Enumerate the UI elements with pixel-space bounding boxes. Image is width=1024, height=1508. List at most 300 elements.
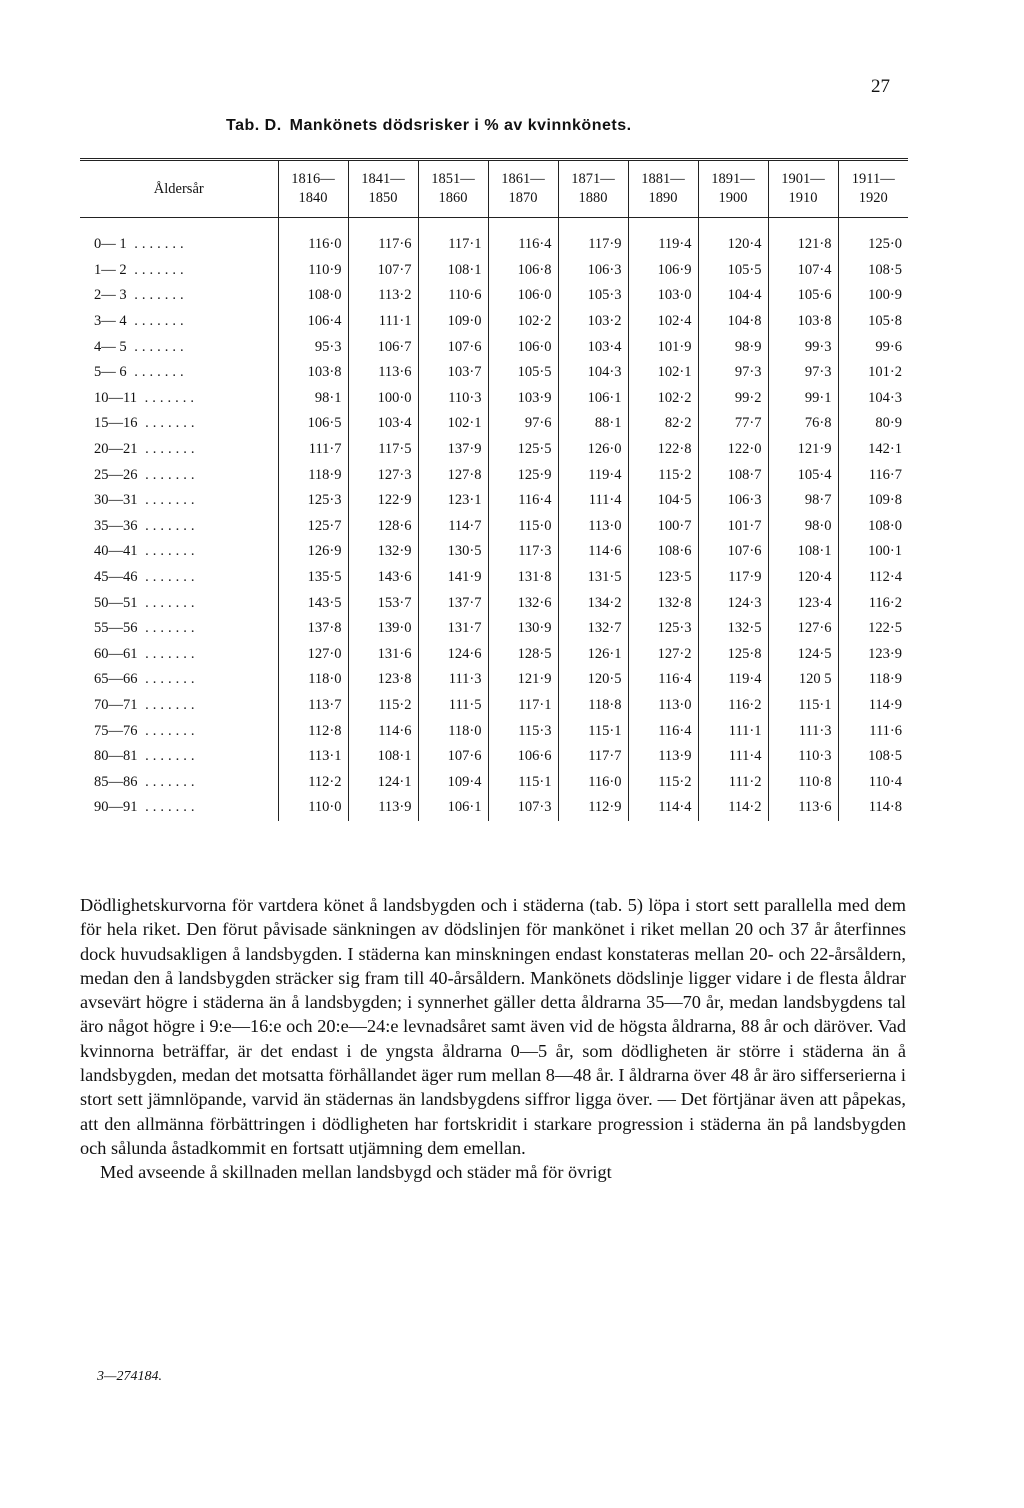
value-cell: 114·7 <box>418 514 488 540</box>
value-cell: 125·3 <box>628 616 698 642</box>
value-cell: 143·6 <box>348 565 418 591</box>
value-cell: 120 5 <box>768 667 838 693</box>
value-cell: 114·6 <box>348 718 418 744</box>
age-cell <box>80 667 278 693</box>
period-header <box>488 160 558 218</box>
value-cell: 103·7 <box>418 360 488 386</box>
table-row <box>80 386 908 412</box>
leader-dots: ....... <box>137 517 199 534</box>
table-title <box>226 117 632 135</box>
value-cell: 122·9 <box>348 488 418 514</box>
value-cell: 113·0 <box>558 514 628 540</box>
table-label: Tab. D. <box>226 117 282 134</box>
leader-dots: ....... <box>137 594 199 611</box>
leader-dots: ....... <box>137 696 199 713</box>
value-cell: 125·0 <box>838 232 908 258</box>
value-cell: 112·8 <box>278 718 348 744</box>
value-cell: 123·8 <box>348 667 418 693</box>
period-header <box>628 160 698 218</box>
value-cell: 125·9 <box>488 462 558 488</box>
value-cell: 113·7 <box>278 693 348 719</box>
value-cell: 137·7 <box>418 590 488 616</box>
value-cell: 111·5 <box>418 693 488 719</box>
value-cell: 102·1 <box>418 411 488 437</box>
value-cell: 113·6 <box>348 360 418 386</box>
table-header-row <box>80 160 908 218</box>
value-cell: 104·5 <box>628 488 698 514</box>
period-start: 1901— <box>781 171 825 187</box>
value-cell: 106·3 <box>698 488 768 514</box>
value-cell: 124·1 <box>348 769 418 795</box>
value-cell: 131·5 <box>558 565 628 591</box>
value-cell: 119·4 <box>558 462 628 488</box>
table-row <box>80 744 908 770</box>
table-row <box>80 667 908 693</box>
value-cell: 114·4 <box>628 795 698 821</box>
value-cell: 113·2 <box>348 283 418 309</box>
value-cell: 100·7 <box>628 514 698 540</box>
value-cell: 126·9 <box>278 539 348 565</box>
value-cell: 110·8 <box>768 769 838 795</box>
value-cell: 132·9 <box>348 539 418 565</box>
value-cell: 132·7 <box>558 616 628 642</box>
value-cell: 108·6 <box>628 539 698 565</box>
leader-dots: ....... <box>126 287 188 304</box>
age-cell <box>80 462 278 488</box>
value-cell: 116·4 <box>488 488 558 514</box>
value-cell: 103·9 <box>488 386 558 412</box>
value-cell: 125·5 <box>488 437 558 463</box>
age-label: 50—51 <box>94 594 138 611</box>
age-label: 10—11 <box>94 389 137 406</box>
period-start: 1861— <box>501 171 545 187</box>
leader-dots: ....... <box>137 773 199 790</box>
leader-dots: ....... <box>126 261 188 278</box>
print-code: 3—274184. <box>97 1369 162 1384</box>
table-row <box>80 232 908 258</box>
age-cell <box>80 283 278 309</box>
table-row <box>80 514 908 540</box>
value-cell: 100·9 <box>838 283 908 309</box>
value-cell: 106·9 <box>628 258 698 284</box>
age-cell <box>80 514 278 540</box>
period-end: 1910 <box>788 190 818 206</box>
value-cell: 118·0 <box>278 667 348 693</box>
table-row <box>80 309 908 335</box>
value-cell: 88·1 <box>558 411 628 437</box>
value-cell: 124·6 <box>418 642 488 668</box>
value-cell: 142·1 <box>838 437 908 463</box>
age-cell <box>80 718 278 744</box>
table-row <box>80 565 908 591</box>
value-cell: 103·4 <box>348 411 418 437</box>
value-cell: 108·0 <box>838 514 908 540</box>
value-cell: 132·5 <box>698 616 768 642</box>
value-cell: 127·8 <box>418 462 488 488</box>
value-cell: 110·4 <box>838 769 908 795</box>
value-cell: 107·6 <box>698 539 768 565</box>
paragraph: Dödlighetskurvorna för vartdera könet å landsbygden och i städerna (tab. 5) löpa i stort sett parallella med dem för hela riket. Den förut påvisade sänkningen av dödslinjen för mankönet i riket mellan 20 och 37 år återfinnes dock huvudsakligen å landsbygden. I städerna kan minskningen endast konstateras mellan 20- och 22-årsåldern, medan den å landsbygden sträcker sig fram till 40-årsåldern. Mankönets dödslinje ligger vidare i de flesta åldrar avsevärt högre i städerna än å landsbygden; i synnerhet gäller detta åldrarna 35—70 år, medan landsbygdens tal äro något högre i 9:e—16:e och 20:e—24:e levnadsåret samt även vid de högsta åldrarna, 88 år och däröver. Vad kvinnorna beträffar, är det endast i de yngsta åldrarna 0—5 år, som dödligheten är större i städerna än å landsbygden, medan det motsatta förhållandet äger rum mellan 8—48 år. I åldrarna över 48 år äro sifferserierna i stort sett jämnlöpande, varvid än städernas än landsbygdens siffror ligga över. — Det förtjänar även att påpekas, att den allmänna förbättringen i dödligheten har fortskridit i starkare progression i städerna än på landsbygden och sålunda åstadkommit en fortsatt utjämning dem emellan. <box>80 895 906 1158</box>
value-cell: 107·6 <box>418 744 488 770</box>
age-label: 70—71 <box>94 696 138 713</box>
age-cell <box>80 616 278 642</box>
value-cell: 116·7 <box>838 462 908 488</box>
period-start: 1891— <box>711 171 755 187</box>
value-cell: 123·1 <box>418 488 488 514</box>
value-cell: 111·3 <box>418 667 488 693</box>
value-cell: 112·4 <box>838 565 908 591</box>
value-cell: 77·7 <box>698 411 768 437</box>
table-body <box>80 218 908 821</box>
value-cell: 107·4 <box>768 258 838 284</box>
age-cell <box>80 769 278 795</box>
value-cell: 117·1 <box>418 232 488 258</box>
period-header <box>348 160 418 218</box>
value-cell: 120·5 <box>558 667 628 693</box>
value-cell: 117·9 <box>698 565 768 591</box>
value-cell: 112·2 <box>278 769 348 795</box>
value-cell: 123·5 <box>628 565 698 591</box>
value-cell: 99·6 <box>838 334 908 360</box>
age-label: 75—76 <box>94 722 138 739</box>
age-label: 80—81 <box>94 748 138 765</box>
value-cell: 106·7 <box>348 334 418 360</box>
value-cell: 127·0 <box>278 642 348 668</box>
value-cell: 111·4 <box>698 744 768 770</box>
value-cell: 131·6 <box>348 642 418 668</box>
value-cell: 115·1 <box>488 769 558 795</box>
value-cell: 113·1 <box>278 744 348 770</box>
age-cell <box>80 539 278 565</box>
value-cell: 124·5 <box>768 642 838 668</box>
period-start: 1841— <box>361 171 405 187</box>
age-cell <box>80 437 278 463</box>
table-row <box>80 539 908 565</box>
period-header <box>558 160 628 218</box>
value-cell: 118·9 <box>278 462 348 488</box>
value-cell: 105·4 <box>768 462 838 488</box>
period-header <box>278 160 348 218</box>
value-cell: 101·2 <box>838 360 908 386</box>
leader-dots: ....... <box>137 415 199 432</box>
age-column-header: Åldersår <box>80 160 278 218</box>
value-cell: 110·9 <box>278 258 348 284</box>
value-cell: 103·8 <box>768 309 838 335</box>
value-cell: 97·3 <box>768 360 838 386</box>
value-cell: 131·8 <box>488 565 558 591</box>
value-cell: 132·6 <box>488 590 558 616</box>
leader-dots: ....... <box>137 645 199 662</box>
period-end: 1920 <box>858 190 888 206</box>
table-row <box>80 360 908 386</box>
leader-dots: ....... <box>137 492 199 509</box>
value-cell: 111·3 <box>768 718 838 744</box>
value-cell: 118·8 <box>558 693 628 719</box>
age-label: 1— 2 <box>94 261 127 278</box>
value-cell: 111·7 <box>278 437 348 463</box>
value-cell: 127·3 <box>348 462 418 488</box>
period-header <box>698 160 768 218</box>
table-row <box>80 590 908 616</box>
period-end: 1890 <box>648 190 678 206</box>
value-cell: 115·3 <box>488 718 558 744</box>
age-label: 30—31 <box>94 492 138 509</box>
age-label: 20—21 <box>94 441 138 458</box>
table-row <box>80 795 908 821</box>
value-cell: 125·7 <box>278 514 348 540</box>
value-cell: 130·9 <box>488 616 558 642</box>
leader-dots: ....... <box>126 364 188 381</box>
table-row <box>80 693 908 719</box>
table-spacer-row <box>80 218 908 233</box>
period-end: 1850 <box>368 190 398 206</box>
value-cell: 134·2 <box>558 590 628 616</box>
value-cell: 128·6 <box>348 514 418 540</box>
leader-dots: ....... <box>137 569 199 586</box>
value-cell: 130·5 <box>418 539 488 565</box>
period-start: 1816— <box>291 171 335 187</box>
age-label: 3— 4 <box>94 313 127 330</box>
value-cell: 106·5 <box>278 411 348 437</box>
value-cell: 118·9 <box>838 667 908 693</box>
value-cell: 108·1 <box>418 258 488 284</box>
value-cell: 109·8 <box>838 488 908 514</box>
leader-dots: ....... <box>137 748 199 765</box>
value-cell: 111·1 <box>348 309 418 335</box>
value-cell: 110·0 <box>278 795 348 821</box>
age-cell <box>80 488 278 514</box>
value-cell: 126·0 <box>558 437 628 463</box>
value-cell: 114·6 <box>558 539 628 565</box>
value-cell: 117·7 <box>558 744 628 770</box>
value-cell: 106·1 <box>558 386 628 412</box>
value-cell: 104·3 <box>558 360 628 386</box>
value-cell: 110·6 <box>418 283 488 309</box>
age-cell <box>80 258 278 284</box>
value-cell: 107·6 <box>418 334 488 360</box>
age-cell <box>80 744 278 770</box>
value-cell: 104·3 <box>838 386 908 412</box>
value-cell: 99·2 <box>698 386 768 412</box>
value-cell: 115·2 <box>628 462 698 488</box>
value-cell: 108·1 <box>768 539 838 565</box>
body-text <box>80 893 906 1185</box>
leader-dots: ....... <box>126 313 188 330</box>
period-header <box>838 160 908 218</box>
value-cell: 113·9 <box>348 795 418 821</box>
value-cell: 108·7 <box>698 462 768 488</box>
value-cell: 97·3 <box>698 360 768 386</box>
value-cell: 105·5 <box>698 258 768 284</box>
value-cell: 122·5 <box>838 616 908 642</box>
value-cell: 109·4 <box>418 769 488 795</box>
age-cell <box>80 360 278 386</box>
value-cell: 106·6 <box>488 744 558 770</box>
value-cell: 97·6 <box>488 411 558 437</box>
value-cell: 106·0 <box>488 283 558 309</box>
value-cell: 139·0 <box>348 616 418 642</box>
value-cell: 116·2 <box>698 693 768 719</box>
value-cell: 125·8 <box>698 642 768 668</box>
table-row <box>80 283 908 309</box>
value-cell: 126·1 <box>558 642 628 668</box>
age-label: 25—26 <box>94 466 138 483</box>
period-start: 1881— <box>641 171 685 187</box>
value-cell: 127·6 <box>768 616 838 642</box>
table-row <box>80 718 908 744</box>
value-cell: 106·3 <box>558 258 628 284</box>
value-cell: 115·2 <box>628 769 698 795</box>
value-cell: 106·8 <box>488 258 558 284</box>
value-cell: 124·3 <box>698 590 768 616</box>
table-row <box>80 437 908 463</box>
value-cell: 102·1 <box>628 360 698 386</box>
value-cell: 116·0 <box>278 232 348 258</box>
age-cell <box>80 232 278 258</box>
value-cell: 108·0 <box>278 283 348 309</box>
period-start: 1851— <box>431 171 475 187</box>
value-cell: 116·2 <box>838 590 908 616</box>
value-cell: 121·9 <box>768 437 838 463</box>
value-cell: 105·8 <box>838 309 908 335</box>
age-label: 60—61 <box>94 645 138 662</box>
value-cell: 120·4 <box>768 565 838 591</box>
value-cell: 106·4 <box>278 309 348 335</box>
table-row <box>80 258 908 284</box>
table-row <box>80 462 908 488</box>
leader-dots: ....... <box>137 441 199 458</box>
paragraph: Med avseende å skillnaden mellan landsbygd och städer må för övrigt <box>100 1162 612 1183</box>
age-label: 55—56 <box>94 620 138 637</box>
value-cell: 114·9 <box>838 693 908 719</box>
leader-dots: ....... <box>137 671 199 688</box>
value-cell: 121·8 <box>768 232 838 258</box>
age-label: 40—41 <box>94 543 138 560</box>
age-cell <box>80 309 278 335</box>
value-cell: 116·0 <box>558 769 628 795</box>
value-cell: 105·6 <box>768 283 838 309</box>
table-caption: Mankönets dödsrisker i % av kvinnkönets. <box>289 117 632 134</box>
age-label: 0— 1 <box>94 236 127 253</box>
value-cell: 121·9 <box>488 667 558 693</box>
value-cell: 117·1 <box>488 693 558 719</box>
period-start: 1911— <box>851 171 895 187</box>
value-cell: 100·1 <box>838 539 908 565</box>
leader-dots: ....... <box>137 799 199 816</box>
value-cell: 111·1 <box>698 718 768 744</box>
age-label: 15—16 <box>94 415 138 432</box>
value-cell: 115·1 <box>558 718 628 744</box>
value-cell: 135·5 <box>278 565 348 591</box>
value-cell: 116·4 <box>628 667 698 693</box>
table-row <box>80 411 908 437</box>
age-label: 5— 6 <box>94 364 127 381</box>
value-cell: 104·8 <box>698 309 768 335</box>
value-cell: 105·5 <box>488 360 558 386</box>
value-cell: 123·4 <box>768 590 838 616</box>
age-cell <box>80 590 278 616</box>
table-row <box>80 488 908 514</box>
value-cell: 122·8 <box>628 437 698 463</box>
leader-dots: ....... <box>137 722 199 739</box>
leader-dots: ....... <box>137 466 199 483</box>
value-cell: 120·4 <box>698 232 768 258</box>
value-cell: 112·9 <box>558 795 628 821</box>
value-cell: 137·9 <box>418 437 488 463</box>
value-cell: 132·8 <box>628 590 698 616</box>
value-cell: 153·7 <box>348 590 418 616</box>
value-cell: 107·7 <box>348 258 418 284</box>
value-cell: 99·3 <box>768 334 838 360</box>
value-cell: 82·2 <box>628 411 698 437</box>
value-cell: 110·3 <box>768 744 838 770</box>
value-cell: 119·4 <box>628 232 698 258</box>
age-label: 4— 5 <box>94 338 127 355</box>
value-cell: 117·5 <box>348 437 418 463</box>
value-cell: 95·3 <box>278 334 348 360</box>
value-cell: 115·0 <box>488 514 558 540</box>
value-cell: 111·2 <box>698 769 768 795</box>
period-end: 1900 <box>718 190 748 206</box>
value-cell: 115·1 <box>768 693 838 719</box>
value-cell: 125·3 <box>278 488 348 514</box>
value-cell: 98·9 <box>698 334 768 360</box>
age-cell <box>80 795 278 821</box>
value-cell: 127·2 <box>628 642 698 668</box>
mortality-ratio-table <box>80 158 908 821</box>
value-cell: 103·8 <box>278 360 348 386</box>
value-cell: 98·0 <box>768 514 838 540</box>
value-cell: 108·5 <box>838 744 908 770</box>
value-cell: 113·0 <box>628 693 698 719</box>
value-cell: 98·1 <box>278 386 348 412</box>
value-cell: 103·4 <box>558 334 628 360</box>
leader-dots: ....... <box>126 236 188 253</box>
leader-dots: ....... <box>136 389 198 406</box>
value-cell: 80·9 <box>838 411 908 437</box>
period-end: 1860 <box>438 190 468 206</box>
value-cell: 114·8 <box>838 795 908 821</box>
value-cell: 141·9 <box>418 565 488 591</box>
value-cell: 111·6 <box>838 718 908 744</box>
value-cell: 98·7 <box>768 488 838 514</box>
value-cell: 106·1 <box>418 795 488 821</box>
value-cell: 117·9 <box>558 232 628 258</box>
age-label: 35—36 <box>94 517 138 534</box>
period-start: 1871— <box>571 171 615 187</box>
value-cell: 110·3 <box>418 386 488 412</box>
leader-dots: ....... <box>126 338 188 355</box>
value-cell: 104·4 <box>698 283 768 309</box>
leader-dots: ....... <box>137 543 199 560</box>
value-cell: 103·0 <box>628 283 698 309</box>
value-cell: 122·0 <box>698 437 768 463</box>
age-label: 85—86 <box>94 773 138 790</box>
value-cell: 128·5 <box>488 642 558 668</box>
value-cell: 143·5 <box>278 590 348 616</box>
value-cell: 100·0 <box>348 386 418 412</box>
value-cell: 107·3 <box>488 795 558 821</box>
value-cell: 116·4 <box>488 232 558 258</box>
value-cell: 109·0 <box>418 309 488 335</box>
period-header <box>418 160 488 218</box>
period-end: 1840 <box>298 190 328 206</box>
value-cell: 102·2 <box>628 386 698 412</box>
age-label: 65—66 <box>94 671 138 688</box>
value-cell: 131·7 <box>418 616 488 642</box>
value-cell: 115·2 <box>348 693 418 719</box>
age-cell <box>80 642 278 668</box>
